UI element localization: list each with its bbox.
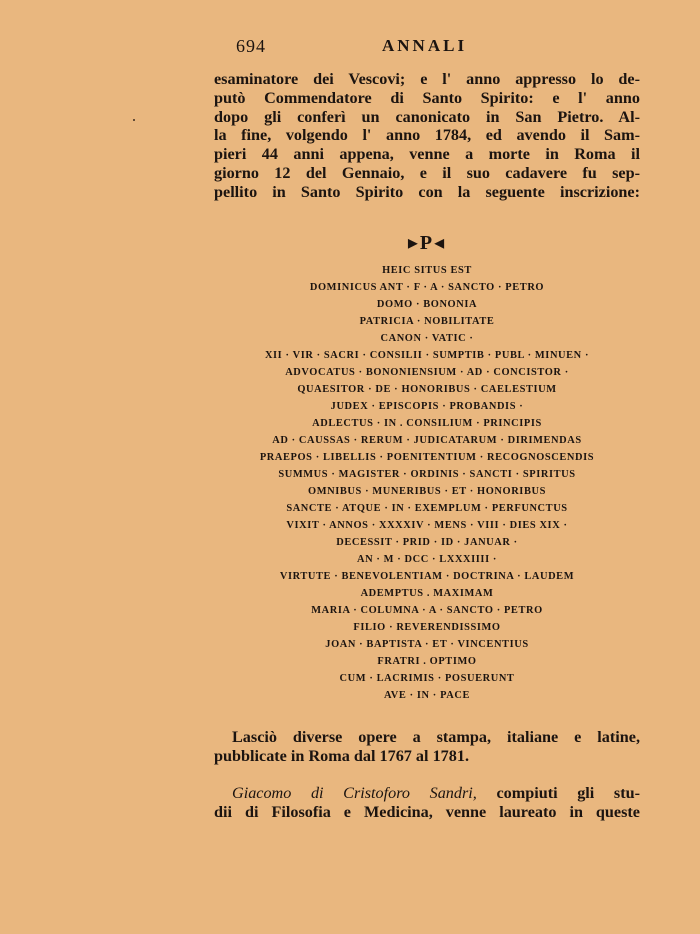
inscription-line: PATRICIA · NOBILITATE: [359, 316, 495, 327]
text-line: dopo gli conferì un canonicato in San Pietro. Al-: [214, 107, 640, 126]
inscription-lines: [200, 262, 654, 704]
text-fragment: compiuti gli stu-: [476, 784, 640, 802]
inscription-line: ADLECTUS · IN . CONSILIUM · PRINCIPIS: [312, 418, 542, 429]
text-line: pellito in Santo Spirito con la seguente inscrizione:: [214, 182, 640, 201]
inscription-line: SUMMUS · MAGISTER · ORDINIS · SANCTI · SPIRITUS: [278, 469, 576, 480]
inscription-line: HEIC SITUS EST: [382, 265, 472, 276]
inscription-line: OMNIBUS · MUNERIBUS · ET · HONORIBUS: [308, 486, 546, 497]
text-line: pieri 44 anni appena, venne a morte in Roma il: [214, 145, 640, 164]
inscription-line: PRAEPOS · LIBELLIS · POENITENTIUM · RECOGNOSCENDIS: [259, 452, 595, 463]
inscription-line: JUDEX · EPISCOPIS · PROBANDIS ·: [330, 401, 524, 412]
inscription-line: XII · VIR · SACRI · CONSILII · SUMPTIB · PUBL · MINUEN ·: [264, 350, 590, 361]
paragraph-sampieri-death: [214, 70, 640, 202]
person-name: Giacomo di Cristoforo Sandri,: [232, 784, 477, 802]
running-title: ANNALI: [382, 36, 468, 55]
page-header: [214, 36, 640, 60]
inscription-line: MARIA · COLUMNA · A · SANCTO · PETRO: [311, 605, 543, 616]
inscription-line: CANON · VATIC ·: [380, 333, 474, 344]
text-line: giorno 12 del Gennaio, e il suo cadavere fu sep-: [214, 163, 640, 182]
inscription-line: CUM · LACRIMIS · POSUERUNT: [339, 673, 515, 684]
inscription-line: AD · CAUSSAS · RERUM · JUDICATARUM · DIRIMENDAS: [272, 435, 582, 446]
inscription-line: FILIO · REVERENDISSIMO: [353, 622, 501, 633]
text-line: esaminatore dei Vescovi; e l' anno appresso lo de-: [214, 70, 640, 88]
inscription-line: SANCTE · ATQUE · IN · EXEMPLUM · PERFUNCTUS: [286, 503, 568, 514]
inscription-line: JOAN · BAPTISTA · ET · VINCENTIUS: [325, 639, 529, 650]
text-line: dii di Filosofia e Medicina, venne laureato in queste: [214, 802, 640, 821]
inscription-line: ADEMPTUS . MAXIMAM: [360, 588, 494, 599]
inscription-line: ADVOCATUS · BONONIENSIUM · AD · CONCISTOR ·: [285, 367, 569, 378]
inscription-line: QUAESITOR · DE · HONORIBUS · CAELESTIUM: [297, 384, 557, 395]
inscription-line: DOMINICUS ANT · F · A · SANCTO · PETRO: [309, 282, 545, 293]
text-line: [214, 784, 640, 803]
text-line: la fine, volgendo l' anno 1784, ed avendo il Sam-: [214, 126, 640, 145]
text-line: pubblicate in Roma dal 1767 al 1781.: [214, 746, 469, 765]
margin-speck: [133, 119, 135, 121]
inscription-line: DOMO · BONONIA: [376, 299, 478, 310]
text-line: putò Commendatore di Santo Spirito: e l' anno: [214, 88, 640, 107]
text-line: Lasciò diverse opere a stampa, italiane e latine,: [232, 728, 640, 746]
inscription-line: FRATRI . OPTIMO: [377, 656, 477, 667]
inscription-line: VIXIT · ANNOS · XXXXIV · MENS · VIII · DIES XIX ·: [286, 520, 568, 531]
paragraph-works: [214, 728, 640, 766]
inscription-line: AVE · IN · PACE: [384, 690, 470, 701]
inscription-line: AN · M · DCC · LXXXIIII ·: [357, 554, 497, 565]
paragraph-sandri: [214, 784, 640, 822]
inscription-line: DECESSIT · PRID · ID · JANUAR ·: [336, 537, 518, 548]
inscription-heading: ▸P◂: [407, 232, 447, 254]
page-number: 694: [236, 36, 266, 56]
inscription-line: VIRTUTE · BENEVOLENTIAM · DOCTRINA · LAUDEM: [279, 571, 575, 582]
funerary-inscription: [200, 228, 654, 704]
